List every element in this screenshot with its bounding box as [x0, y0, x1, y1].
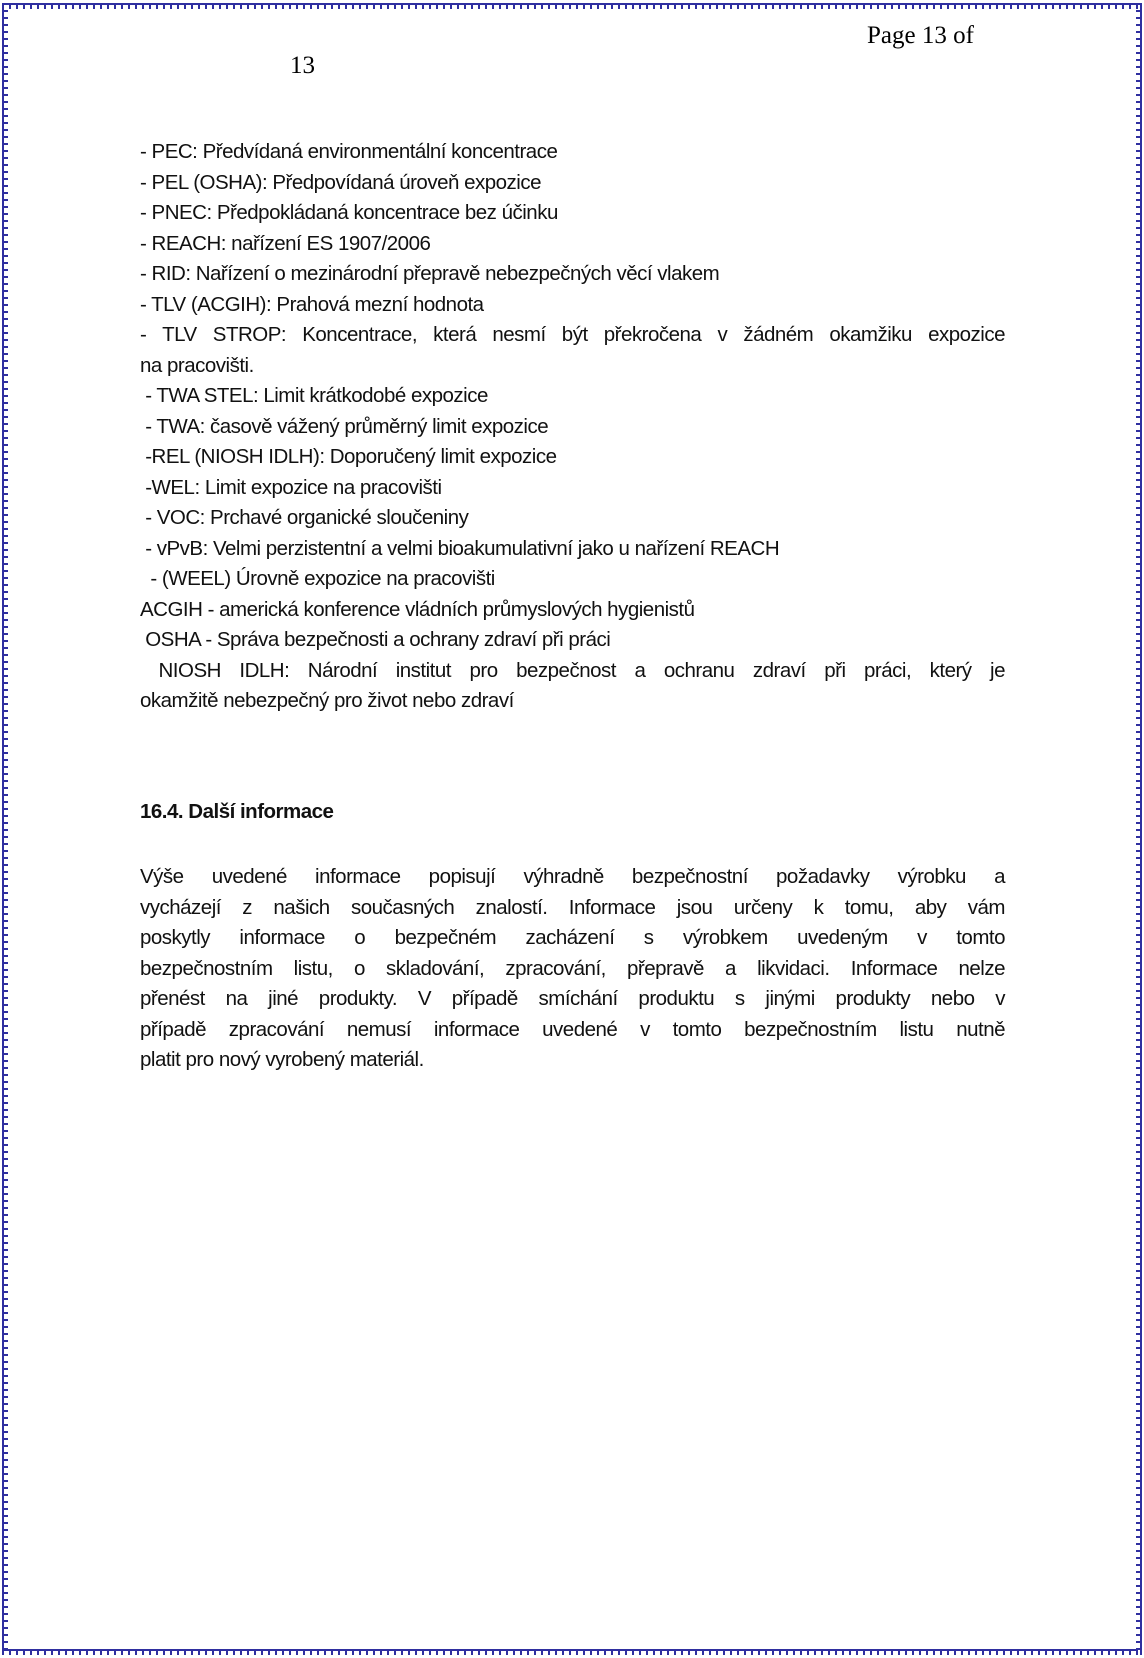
paragraph-line: Výše uvedené informace popisují výhradně bezpečnostní požadavky výrobku a	[140, 865, 1005, 888]
paragraph-line: případě zpracování nemusí informace uvedené v tomto bezpečnostním listu nutně	[140, 1017, 1005, 1041]
abbreviation-line: -REL (NIOSH IDLH): Doporučený limit expozice	[140, 445, 557, 468]
abbreviation-line: - VOC: Prchavé organické sloučeniny	[140, 506, 469, 529]
abbreviation-line: NIOSH IDLH: Národní institut pro bezpečnost a ochranu zdraví při práci, který je	[140, 658, 1005, 682]
page-border-right	[1136, 3, 1142, 1655]
section-heading: 16.4. Další informace	[140, 800, 334, 823]
abbreviation-line: ACGIH - americká konference vládních průmyslových hygienistů	[140, 597, 695, 621]
page-border-bottom	[2, 1649, 1138, 1655]
section-paragraph	[140, 862, 1005, 1076]
page-total: 13	[290, 52, 315, 79]
abbreviation-line: - REACH: nařízení ES 1907/2006	[140, 231, 431, 255]
abbreviation-line: - TWA STEL: Limit krátkodobé expozice	[140, 384, 488, 407]
abbreviation-line: okamžitě nebezpečný pro život nebo zdraví	[140, 689, 514, 712]
abbreviation-line: OSHA - Správa bezpečnosti a ochrany zdraví při práci	[140, 628, 611, 651]
abbreviation-line: -WEL: Limit expozice na pracovišti	[140, 475, 442, 499]
page-number-label: Page 13 of	[867, 22, 974, 49]
paragraph-line: platit pro nový vyrobený materiál.	[140, 1048, 424, 1071]
abbreviation-line: - (WEEL) Úrovně expozice na pracovišti	[140, 567, 495, 590]
abbreviation-line: - TLV (ACGIH): Prahová mezní hodnota	[140, 292, 484, 316]
page-border-top	[2, 3, 1138, 9]
abbreviation-line: - TWA: časově vážený průměrný limit expozice	[140, 414, 549, 438]
paragraph-line: přenést na jiné produkty. V případě smíchání produktu s jinými produkty nebo v	[140, 987, 1005, 1010]
abbreviation-line: - PEL (OSHA): Předpovídaná úroveň expozice	[140, 170, 541, 194]
abbreviation-line: - RID: Nařízení o mezinárodní přepravě nebezpečných věcí vlakem	[140, 262, 720, 285]
paragraph-line: poskytly informace o bezpečném zacházení s výrobkem uvedeným v tomto	[140, 926, 1005, 949]
paragraph-line: bezpečnostním listu, o skladování, zpracování, přepravě a likvidaci. Informace nelze	[140, 956, 1005, 980]
abbreviation-line: - TLV STROP: Koncentrace, která nesmí být překročena v žádném okamžiku expozice	[140, 323, 1005, 346]
abbreviation-line: - PNEC: Předpokládaná koncentrace bez účinku	[140, 201, 558, 224]
abbreviation-line: - vPvB: Velmi perzistentní a velmi bioakumulativní jako u nařízení REACH	[140, 536, 780, 560]
page-border-left	[2, 3, 8, 1655]
abbreviations-list	[140, 137, 1005, 717]
abbreviation-line: - PEC: Předvídaná environmentální koncentrace	[140, 140, 558, 163]
paragraph-line: vycházejí z našich současných znalostí. Informace jsou určeny k tomu, aby vám	[140, 895, 1005, 919]
abbreviation-line: na pracovišti.	[140, 353, 254, 377]
